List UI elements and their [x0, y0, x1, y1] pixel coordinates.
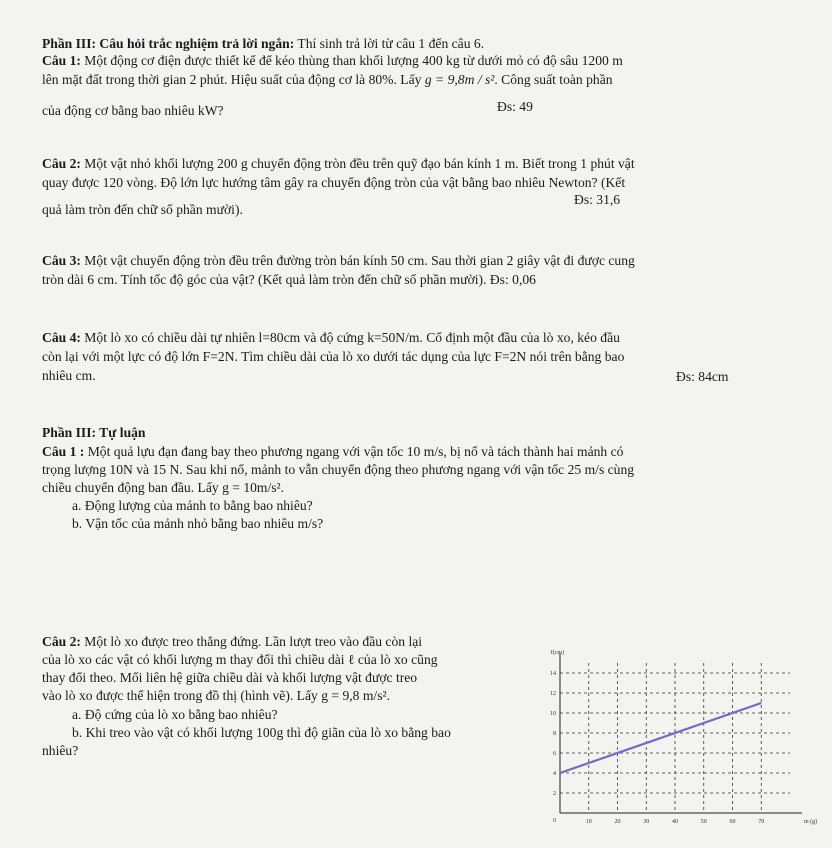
essay-q2-part-a: a. Độ cứng của lò xo bằng bao nhiêu? — [72, 707, 278, 722]
q1-text1: Một động cơ điện được thiết kế để kéo thùng than khối lượng 400 kg từ dưới mỏ có độ sâu 1200 m — [80, 53, 623, 68]
section-heading-mc — [42, 35, 484, 52]
q3-line2: tròn dài 6 cm. Tính tốc độ góc của vật? (Kết quả làm tròn đến chữ số phần mười). Đs: 0,06 — [42, 272, 536, 287]
q4-line3: nhiêu cm. — [42, 368, 96, 383]
y-tick-label: 6 — [553, 751, 556, 757]
q2-line1 — [42, 155, 635, 172]
series — [560, 703, 761, 773]
q4-label: Câu 4: — [42, 330, 81, 345]
q1-line3: của động cơ bằng bao nhiêu kW? — [42, 103, 224, 118]
y-tick-label: 4 — [553, 771, 556, 777]
essay-q2-text1: Một lò xo được treo thẳng đứng. Lần lượt treo vào đầu còn lại — [80, 634, 423, 649]
essay-q1-line3 — [42, 479, 284, 496]
q2-text1: Một vật nhỏ khối lượng 200 g chuyển động tròn đều trên quỹ đạo bán kính 1 m. Biết trong 1 phút vật — [80, 156, 635, 171]
x-tick-label: 60 — [729, 819, 736, 825]
tick-labels — [550, 649, 817, 825]
essay-q2-part-b: b. Khi treo vào vật có khối lượng 100g thì độ giãn của lò xo bằng bao — [72, 725, 451, 740]
x-axis-label: m (g) — [804, 819, 818, 825]
essay-q1-part-b: b. Vận tốc của mảnh nhỏ bằng bao nhiêu m/s? — [72, 516, 324, 531]
grid — [560, 663, 790, 813]
essay-q1-text1: Một quả lựu đạn đang bay theo phương ngang với vận tốc 10 m/s, bị nổ và tách thành hai mảnh có — [84, 444, 624, 459]
y-axis-label: ℓ(cm) — [550, 650, 565, 656]
y-tick-label: 10 — [550, 711, 556, 717]
x-tick-label: 50 — [700, 819, 707, 825]
y-tick-label: 2 — [553, 791, 556, 797]
essay-q2-line4 — [42, 687, 390, 704]
essay-q2-label: Câu 2: — [42, 634, 81, 649]
heading-bold: Phần III: Câu hỏi trắc nghiệm trả lời ngắn: — [42, 36, 295, 51]
essay-q1-text3a: chiều chuyển động ban đầu. Lấy — [42, 480, 223, 495]
q2-answer: Đs: 31,6 — [574, 192, 621, 207]
y-tick-label: 8 — [553, 731, 556, 737]
y-tick-label: 12 — [550, 691, 556, 697]
essay-q2-line2: của lò xo các vật có khối lượng m thay đổi thì chiều dài ℓ của lò xo cũng — [42, 652, 438, 667]
essay-q1-line1 — [42, 443, 623, 460]
q3-text1: Một vật chuyển động tròn đều trên đường tròn bán kính 50 cm. Sau thời gian 2 giây vật đi được cung — [80, 253, 635, 268]
x-tick-label: 70 — [758, 819, 765, 825]
essay-q2-part-b-cont: nhiêu? — [42, 743, 79, 758]
x-tick-label: 20 — [614, 819, 621, 825]
y-tick-label: 14 — [550, 671, 556, 677]
essay-q2-text4a: vào lò xo được thể hiện trong đồ thị (hình vẽ). Lấy — [42, 688, 322, 703]
essay-q2-line3: thay đổi theo. Mối liên hệ giữa chiều dài và khối lượng vật được treo — [42, 670, 418, 685]
q3-label: Câu 3: — [42, 253, 81, 268]
q1-formula: g = 9,8m / s² — [424, 72, 495, 87]
essay-q2-line1 — [42, 633, 422, 650]
section-heading-essay: Phần III: Tự luận — [42, 425, 146, 440]
q1-line1 — [42, 52, 623, 69]
x-tick-label: 40 — [672, 819, 678, 825]
q1-label: Câu 1: — [42, 53, 81, 68]
q2-line3: quả làm tròn đến chữ số phần mười). — [42, 202, 243, 217]
origin-label: 0 — [553, 818, 556, 824]
q2-line2: quay được 120 vòng. Độ lớn lực hướng tâm gây ra chuyển động tròn của vật bằng bao nhiêu Newton? (Kết — [42, 175, 626, 190]
essay-q1-label: Câu 1 : — [42, 444, 85, 459]
length-mass-graph — [540, 648, 818, 828]
essay-q1-formula: g = 10m/s². — [222, 480, 285, 495]
heading-rest: Thí sinh trả lời từ câu 1 đến câu 6. — [294, 36, 485, 51]
q3-line1 — [42, 252, 635, 269]
series-line — [560, 703, 761, 773]
q1-answer: Đs: 49 — [497, 99, 533, 114]
q1-line2 — [42, 71, 613, 88]
essay-q1-line2: trọng lượng 10N và 15 N. Sau khi nổ, mảnh to vẫn chuyển động theo phương ngang với vận tốc 25 m/s cùng — [42, 462, 635, 477]
q1-text2c: . Công suất toàn phần — [494, 72, 613, 87]
q1-text2a: lên mặt đất trong thời gian 2 phút. Hiệu suất của động cơ là 80%. Lấy — [42, 72, 425, 87]
q4-line1 — [42, 329, 620, 346]
x-tick-label: 30 — [643, 819, 650, 825]
q4-line2: còn lại với một lực có độ lớn F=2N. Tìm chiều dài của lò xo dưới tác dụng của lực F=2N nói trên bằng bao — [42, 349, 625, 364]
x-tick-label: 10 — [585, 819, 592, 825]
q4-text1: Một lò xo có chiều dài tự nhiên l=80cm và độ cứng k=50N/m. Cố định một đầu của lò xo, kéo đầu — [80, 330, 620, 345]
q2-label: Câu 2: — [42, 156, 81, 171]
essay-q2-formula: g = 9,8 m/s². — [321, 688, 390, 703]
q4-answer: Đs: 84cm — [676, 369, 729, 384]
essay-q1-part-a: a. Động lượng của mảnh to bằng bao nhiêu? — [72, 498, 313, 513]
